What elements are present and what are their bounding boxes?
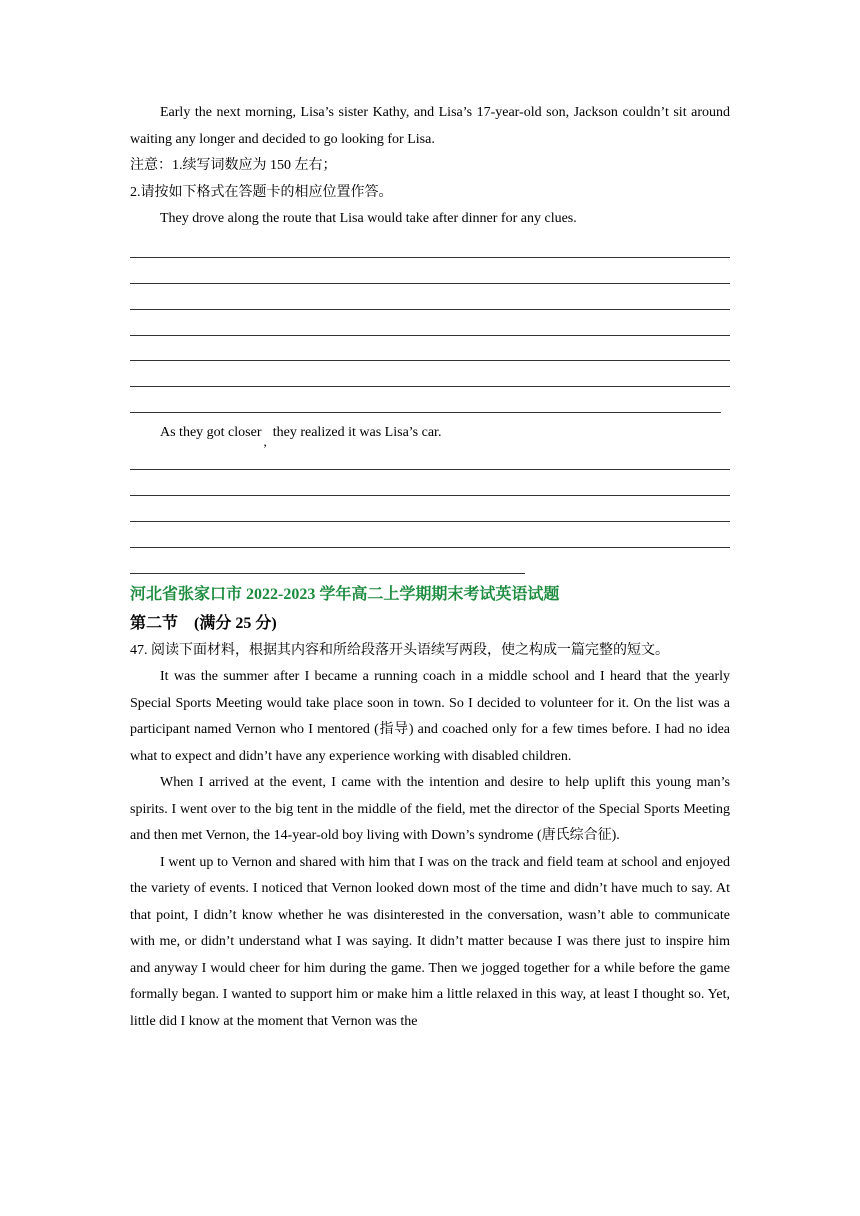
answer-line (130, 445, 730, 471)
passage-paragraph: I went up to Vernon and shared with him that I was on the track and field team at school and enjoyed the variety of events. I noticed that Vernon looked down most of the time and didn’t have much to say. At that point, I didn’t know whether he was disinterested in the conversation, wasn’t able to communicate with me, or didn’t understand what I was saying. It didn’t matter because I was there just to inspire him and anyway I would cheer for him during the game. Then we jogged together for a while before the game formally began. I wanted to support him or make him a little relaxed in this way, at least I thought so. Yet, little did I know at the moment that Vernon was the (130, 854, 730, 1029)
passage-paragraph: When I arrived at the event, I came with the intention and desire to help uplift this young man’s spirits. I went over to the big tent in the middle of the field, met the director of the Special Sports Meeting and then met Vernon, the 14-year-old boy living with Down’s syndrome (唐氏综合征). (130, 775, 730, 844)
answer-line (130, 258, 730, 284)
paragraph2-opening-comma: , (263, 434, 267, 450)
answer-line (130, 361, 730, 387)
paragraph2-opening (130, 419, 730, 450)
paragraph1-opening: They drove along the route that Lisa would take after dinner for any clues. (160, 211, 577, 226)
answer-line (130, 522, 730, 548)
answer-lines-paragraph1 (130, 233, 730, 414)
document-page (130, 100, 730, 1035)
answer-line (130, 548, 525, 574)
answer-line (130, 336, 730, 362)
answer-line (130, 310, 730, 336)
passage-paragraph: It was the summer after I became a running coach in a middle school and I heard that the yearly Special Sports Meeting would take place soon in town. So I decided to volunteer for it. On the list was a participant named Vernon who I mentored (指导) and coached only for a few times before. I had no idea what to expect and didn’t have any experience working with disabled children. (130, 669, 730, 764)
section-title (130, 610, 730, 638)
section-name: 第二节 (130, 614, 179, 632)
source-heading: 河北省张家口市 2022-2023 学年高二上学期期末考试英语试题 (130, 585, 560, 603)
note-format: 2.请按如下格式在答题卡的相应位置作答。 (130, 184, 393, 200)
answer-line (130, 470, 730, 496)
answer-line (130, 496, 730, 522)
intro-paragraph: Early the next morning, Lisa’s sister Kathy, and Lisa’s 17-year-old son, Jackson couldn’t sit around waiting any longer and decided to go looking for Lisa. (130, 105, 730, 147)
note-word-count: 注意：1.续写词数应为 150 左右； (130, 158, 337, 173)
answer-line (130, 387, 721, 413)
answer-line (130, 284, 730, 310)
question-prompt: 47. 阅读下面材料，根据其内容和所给段落开头语续写两段，使之构成一篇完整的短文。 (130, 642, 669, 658)
section-score: (满分 25 分) (194, 614, 277, 632)
answer-line (130, 233, 730, 259)
paragraph2-opening-part2: they realized it was Lisa’s car. (272, 425, 442, 441)
paragraph2-opening-part1: As they got closer (160, 425, 262, 441)
answer-lines-paragraph2 (130, 445, 730, 574)
